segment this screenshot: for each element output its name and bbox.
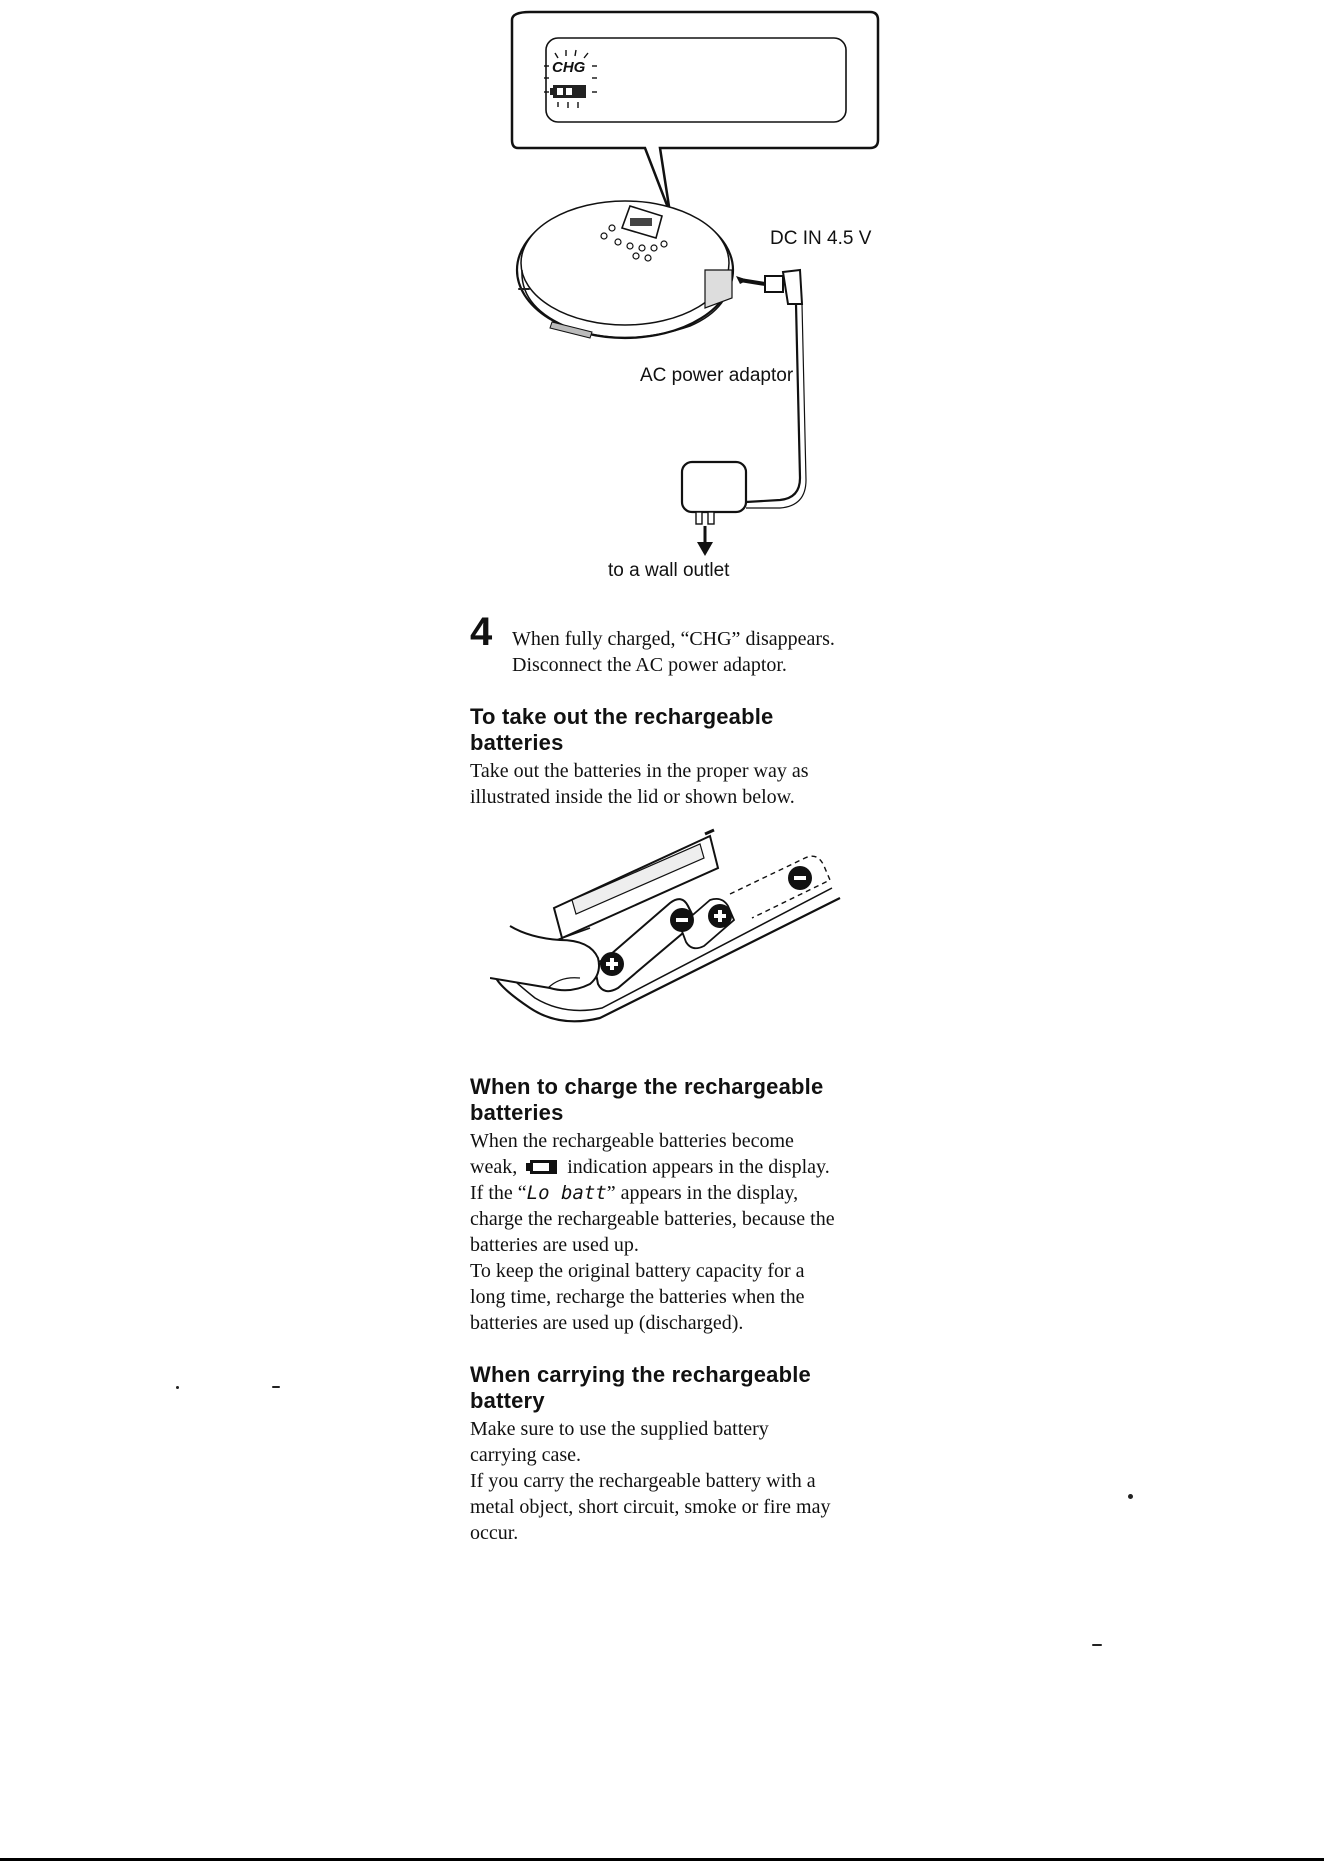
body-line-6: To keep the original battery capacity for a (470, 1260, 805, 1282)
body-line-8: batteries are used up (discharged). (470, 1312, 744, 1334)
section-heading (470, 1362, 940, 1414)
heading-line-1: When carrying the rechargeable (470, 1362, 811, 1387)
body-line-3: If you carry the rechargeable battery with a (470, 1470, 816, 1492)
body-line-1: Make sure to use the supplied battery (470, 1418, 769, 1440)
body-line-2: illustrated inside the lid or shown below. (470, 786, 795, 808)
body-line-4: metal object, short circuit, smoke or fire may (470, 1496, 831, 1518)
plus-terminal-icon (708, 904, 732, 928)
body-text: ” appears in the display, (606, 1182, 799, 1204)
step-number: 4 (470, 610, 493, 654)
battery-charging-icon (550, 85, 586, 98)
step-4-line-1: When fully charged, “CHG” disappears. (512, 628, 835, 650)
body-text: weak, (470, 1156, 518, 1178)
body-line-7: long time, recharge the batteries when the (470, 1286, 805, 1308)
step-4-text (512, 626, 942, 678)
body-line-1: When the rechargeable batteries become (470, 1130, 794, 1152)
bottom-rule (0, 1858, 1324, 1861)
heading-line-2: battery (470, 1388, 545, 1413)
scan-speck (272, 1386, 280, 1388)
section-heading (470, 704, 940, 756)
scan-speck (176, 1386, 179, 1389)
ac-adaptor (682, 462, 746, 524)
body-line-5: batteries are used up. (470, 1234, 639, 1256)
battery-weak-icon (526, 1159, 558, 1175)
section-when-to-charge (470, 1074, 940, 1336)
heading-line-1: To take out the rechargeable (470, 704, 774, 729)
chg-indicator: CHG (552, 59, 586, 76)
charging-illustration (500, 8, 920, 588)
body-line-3 (470, 1180, 940, 1206)
body-line-4: charge the rechargeable batteries, because the (470, 1208, 835, 1230)
body-text: indication appears in the display. (567, 1156, 830, 1178)
body-text: If the “ (470, 1182, 527, 1204)
body-line-5: occur. (470, 1522, 519, 1544)
minus-terminal-icon (788, 866, 812, 890)
minus-terminal-icon (670, 908, 694, 932)
battery-removal-illustration (490, 828, 850, 1028)
ac-adaptor-label: AC power adaptor (640, 365, 794, 386)
heading-line-2: batteries (470, 1100, 564, 1125)
cd-player (517, 201, 733, 338)
down-arrow-icon (697, 526, 713, 556)
scan-speck (1092, 1644, 1102, 1646)
body-line-2 (470, 1154, 940, 1180)
body-line-1: Take out the batteries in the proper way as (470, 760, 809, 782)
scan-speck (518, 288, 530, 290)
step-4-line-2: Disconnect the AC power adaptor. (512, 654, 787, 676)
heading-line-2: batteries (470, 730, 564, 755)
body-line-2: carrying case. (470, 1444, 582, 1466)
dc-in-label: DC IN 4.5 V (770, 228, 872, 249)
lo-batt-display-text: Lo batt (526, 1182, 607, 1204)
scan-speck (1128, 1494, 1133, 1499)
wall-outlet-label: to a wall outlet (608, 560, 730, 581)
plus-terminal-icon (600, 952, 624, 976)
section-take-out-batteries (470, 704, 940, 810)
display-callout (512, 12, 878, 213)
section-heading (470, 1074, 940, 1126)
heading-line-1: When to charge the rechargeable (470, 1074, 824, 1099)
section-when-carrying (470, 1362, 940, 1546)
